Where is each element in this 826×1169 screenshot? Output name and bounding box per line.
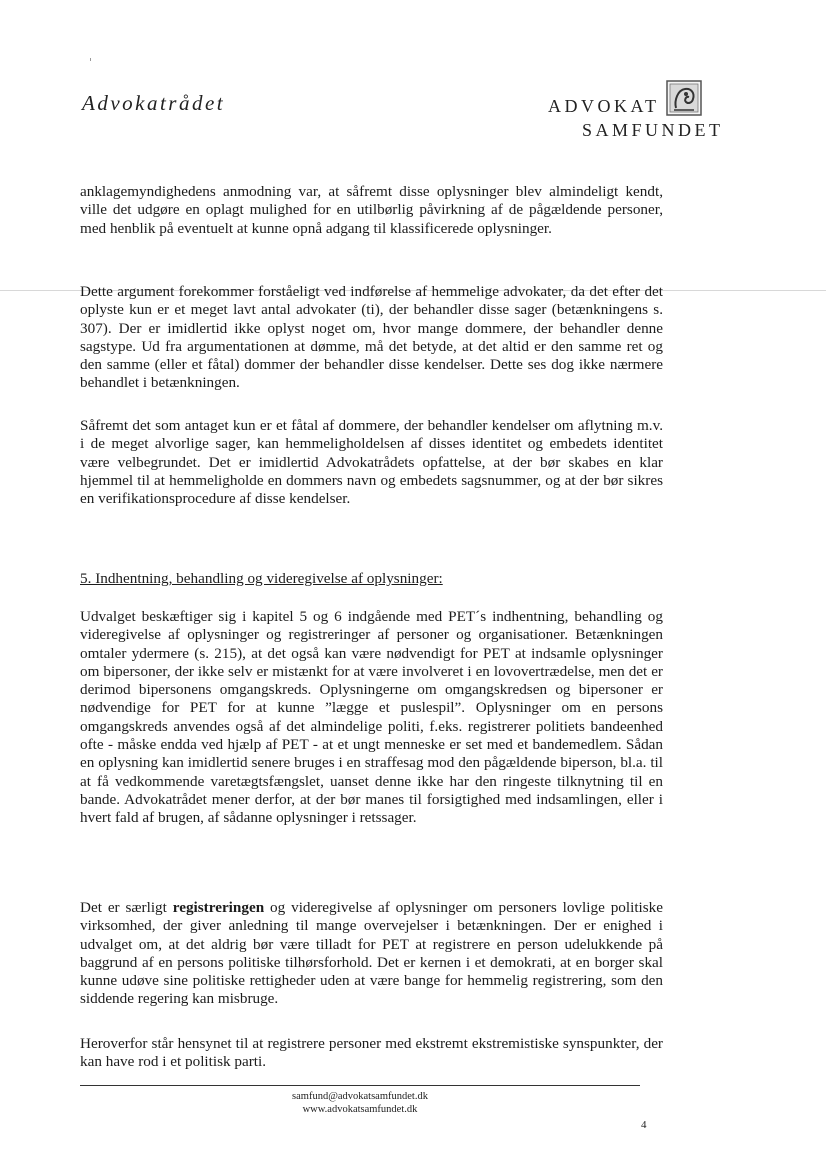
paragraph-3: Såfremt det som antaget kun er et fåtal af dommere, der behandler kendelser om aflytning m.v. i de meget alvorlige sager, kan hemmeligholdelsen af disses identitet og embedets identitet være velbegrundet. Det er imidlertid Advokatrådets opfattelse, at der bør skabes en klar hjemmel til at hemmeligholde en dommers navn og embedets sagsnummer, og at der bør sikres en verifikationsprocedure af disse kendelser. — [80, 417, 663, 508]
logo-text-samfundet: SAMFUNDET — [582, 120, 724, 140]
advokatraadet-title: Advokatrådet — [82, 91, 226, 115]
section-heading-5: 5. Indhentning, behandling og videregivelse af oplysninger: — [80, 570, 443, 587]
paragraph-1: anklagemyndighedens anmodning var, at såfremt disse oplysninger blev almindeligt kendt, ville det udgøre en oplagt mulighed for en utilbørlig påvirkning af de pågældende personer, med henblik på eventuelt at kunne opnå adgang til klassificerede oplysninger. — [80, 183, 663, 237]
advokatsamfundet-emblem-icon — [666, 80, 702, 116]
paragraph-section5-3: Heroverfor står hensynet til at registrere personer med ekstremt ekstremistiske synspunkter, der kan have rod i et politisk parti. — [80, 1035, 663, 1071]
footer-divider — [80, 1085, 640, 1086]
paragraph-section5-2 — [80, 899, 663, 1009]
footer-website: www.advokatsamfundet.dk — [302, 1104, 418, 1115]
paragraph-2: Dette argument forekommer forståeligt ved indførelse af hemmelige advokater, da det efter det oplyste kun er et meget lavt antal advokater (ti), der behandler disse sager (betænkningens s. 307). Der er imidlertid ikke oplyst noget om, hvor mange dommere, der behandler denne sagstype. Ud fra argumentationen at dømme, må det betyde, at det altid er den samme ret og den samme (eller et fåtal) dommer der behandler disse kendelser. Dette ses dog ikke nærmere behandlet i betænkningen. — [80, 283, 663, 392]
footer-email: samfund@advokatsamfundet.dk — [292, 1091, 428, 1102]
page-number: 4 — [641, 1119, 647, 1131]
paragraph-section5-1: Udvalget beskæftiger sig i kapitel 5 og 6 indgående med PET´s indhentning, behandling og videregivelse af oplysninger og registreringer af personer og organisationer. Betænkningen omtaler ydermere (s. 215), at det også kan være nødvendigt for PET at indsamle oplysninger om bipersoner, der ikke selv er mistænkt for at være involveret i en lovovertrædelse, men det er derimod bipersonens omgangskreds. Oplysningerne om omgangskredsen og bipersoner er nødvendige for PET for at kunne ”lægge et puslespil”. Oplysninger om en persons omgangskreds anvendes også af det almindelige politi, f.eks. registrerer politiets bandeenhed ofte - måske endda ved hjælp af PET - at et ungt menneske er set med et bandemedlem. Sådan en oplysning kan imidlertid senere bruges i en straffesag mod den pågældende biperson, bl.a. til at få vedkommende varetægtsfængslet, uanset denne ikke har den ringeste tilknytning til en bande. Advokatrådet mener derfor, at der bør manes til forsigtighed med indsamlingen, eller i hvert fald af brugen, af sådanne oplysninger i retssager. — [80, 608, 663, 827]
paragraph-text-start: Det er særligt — [80, 899, 173, 916]
logo-text-advokat: ADVOKAT — [548, 96, 660, 116]
bold-term-registreringen: registreringen — [172, 899, 265, 916]
paragraph-text-end: og videregivelse af oplysninger om personers lovlige politiske virksomhed, der giver anledning til mange overvejelser i betænkningen. Der er enighed i udvalget om, at det aldrig bør være tilladt for PET at registrere en person udelukkende på baggrund af en persons politiske tilhørsforhold. Det er kernen i et demokrati, at en borger skal kunne udøve sine politiske rettigheder uden at være bange for hemmelig registrering, som den siddende regering kan misbruge. — [80, 899, 664, 1008]
scan-speck — [90, 58, 91, 61]
